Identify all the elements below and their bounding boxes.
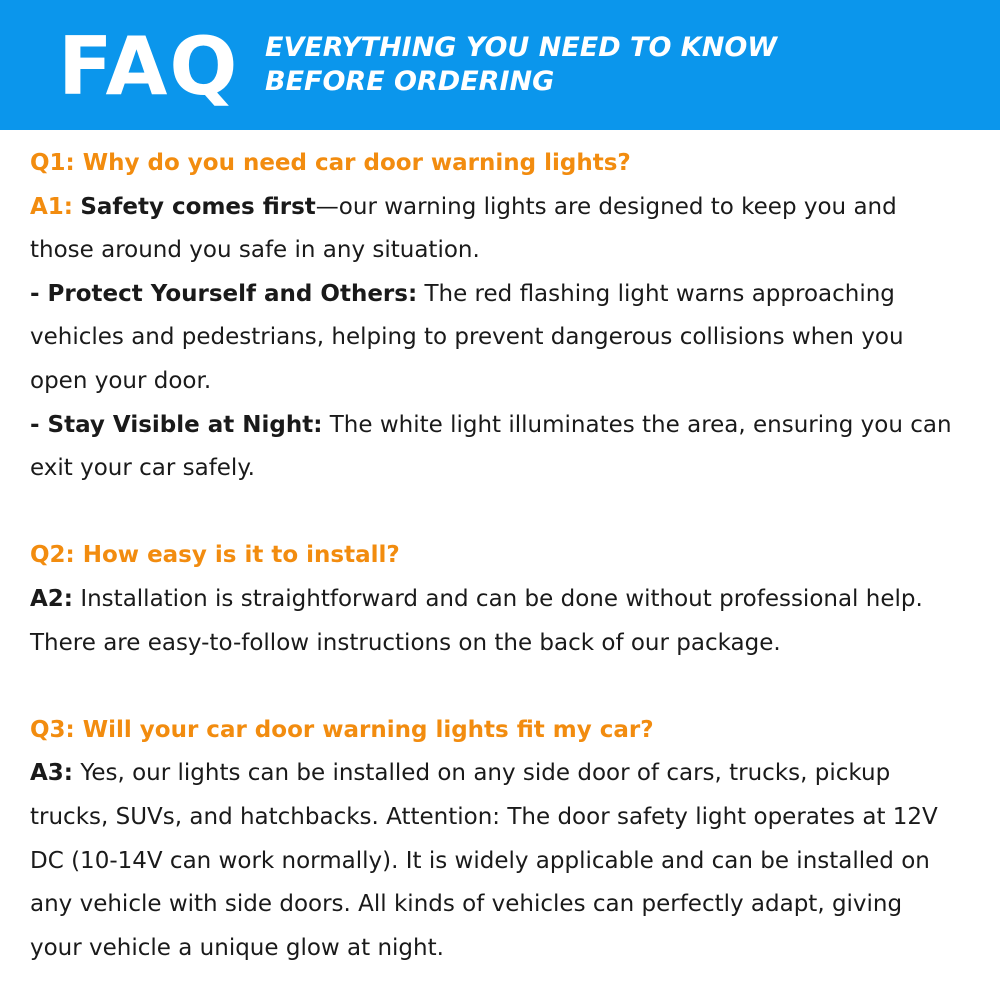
answer-3: [30, 752, 975, 970]
answer-3-line-2: trucks, SUVs, and hatchbacks. Attention: The door safety light operates at 12V: [30, 803, 938, 830]
question-3: Q3: Will your car door warning lights fit my car?: [30, 716, 654, 743]
faq-header-banner: [0, 0, 1000, 130]
point-1-line-1: [30, 273, 975, 317]
answer-3-line-4: any vehicle with side doors. All kinds of vehicles can perfectly adapt, giving: [30, 891, 903, 918]
answer-1-line-1: [30, 186, 975, 230]
point-2-label: - Stay Visible at Night:: [30, 411, 323, 438]
answer-3-line-1-rest: Yes, our lights can be installed on any side door of cars, trucks, pickup: [73, 760, 891, 787]
point-2-line-2: exit your car safely.: [30, 455, 255, 482]
answer-1-line-2: those around you safe in any situation.: [30, 237, 480, 264]
point-2-line-1-rest: The white light illuminates the area, ensuring you can: [322, 411, 952, 438]
tagline-line-2: BEFORE ORDERING: [265, 66, 555, 97]
point-2-line-1: [30, 404, 975, 448]
answer-1-lead: Safety comes first: [80, 193, 316, 220]
header-tagline: [265, 31, 777, 99]
answer-2-label: A2:: [30, 585, 74, 612]
faq-item-2: [30, 534, 975, 665]
answer-3-line-3: DC (10-14V can work normally). It is widely applicable and can be installed on: [30, 847, 930, 874]
question-2: Q2: How easy is it to install?: [30, 542, 400, 569]
answer-3-label: A3:: [30, 760, 74, 787]
answer-2: [30, 578, 975, 665]
faq-content: [30, 142, 975, 970]
answer-2-line-1-rest: Installation is straightforward and can be done without professional help.: [73, 585, 923, 612]
answer-3-line-5: your vehicle a unique glow at night.: [30, 934, 444, 961]
question-1: Q1: Why do you need car door warning lights?: [30, 150, 631, 176]
point-1-line-2: vehicles and pedestrians, helping to prevent dangerous collisions when you: [30, 324, 904, 351]
point-1-line-1-rest: The red flashing light warns approaching: [417, 280, 895, 307]
point-1-label: - Protect Yourself and Others:: [30, 280, 418, 307]
faq-item-3: [30, 709, 975, 971]
answer-1: [30, 186, 975, 491]
answer-1-label: A1:: [30, 193, 74, 220]
point-1-line-3: open your door.: [30, 367, 212, 394]
answer-2-line-2: There are easy-to-follow instructions on the back of our package.: [30, 629, 781, 656]
tagline-line-1: EVERYTHING YOU NEED TO KNOW: [265, 32, 778, 63]
answer-1-line-1-rest: —our warning lights are designed to keep you and: [315, 193, 897, 220]
answer-3-line-1: [30, 752, 975, 796]
answer-2-line-1: [30, 578, 975, 622]
faq-title: FAQ: [58, 20, 240, 113]
faq-item-1: [30, 142, 975, 491]
